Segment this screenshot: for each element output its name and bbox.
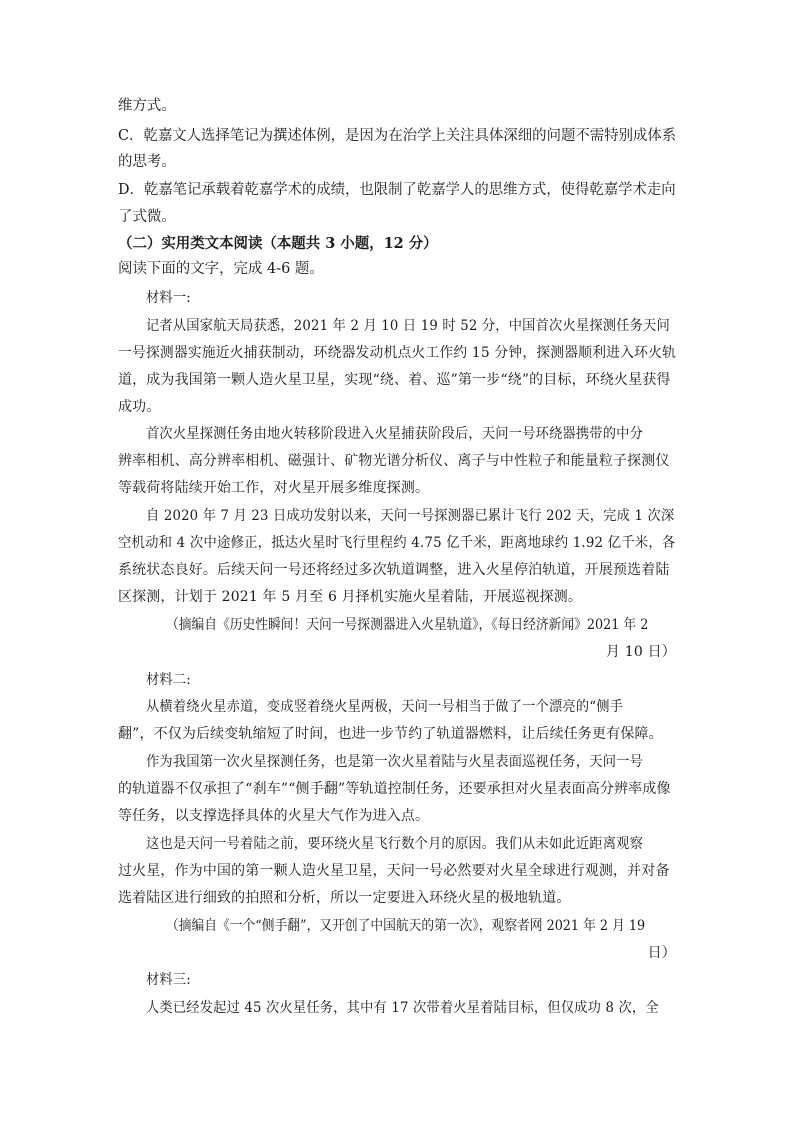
text-line: 作为我国第一次火星探测任务，也是第一次火星着陆与火星表面巡视任务，天问一号 — [146, 754, 644, 770]
text-line: 维方式。 — [118, 98, 176, 114]
text-line: 的轨道器不仅承担了“刹车”“侧手翻”等轨道控制任务，还要承担对火星表面高分辨率成像 — [118, 781, 671, 797]
text-line: 的思考。 — [118, 154, 176, 170]
source-citation: （摘编自《一个“侧手翻”，又开创了中国航天的第一次》，观察者网 2021 年 2 月 19 — [166, 918, 646, 934]
material-heading: 材料三: — [146, 972, 191, 988]
text-line: 等任务，以支撑选择具体的火星大气作为进入点。 — [118, 808, 430, 824]
text-line: 从横着绕火星赤道，变成竖着绕火星两极，天问一号相当于做了一个漂亮的“侧手 — [146, 699, 624, 715]
text-line: 空机动和 4 次中途修正，抵达火星时飞行里程约 4.75 亿千米，距离地球约 1.92 亿千米，各 — [118, 535, 676, 551]
text-line: 翻”，不仅为后续变轨缩短了时间，也进一步节约了轨道器燃料，让后续任务更有保障。 — [118, 726, 663, 742]
option-d: D．乾嘉笔记承载着乾嘉学术的成绩，也限制了乾嘉学人的思维方式，使得乾嘉学术走向 — [118, 182, 676, 198]
text-line: 记者从国家航天局获悉，2021 年 2 月 10 日 19 时 52 分，中国首次火星探测任务天问 — [146, 318, 670, 334]
text-line: 选着陆区进行细致的拍照和分析，所以一定要进入环绕火星的极地轨道。 — [118, 890, 571, 906]
text-line: 一号探测器实施近火捕获制动，环绕器发动机点火工作约 15 分钟，探测器顺利进入环火轨 — [118, 345, 677, 361]
text-line: 等载荷将陆续开始工作，对火星开展多维度探测。 — [118, 480, 430, 496]
instruction: 阅读下面的文字，完成 4-6 题。 — [118, 261, 324, 277]
material-heading: 材料二: — [146, 672, 191, 688]
text-line: 过火星，作为中国的第一颗人造火星卫星，天问一号必然要对火星全球进行观测，并对备 — [118, 863, 670, 879]
text-line: 人类已经发起过 45 次火星任务，其中有 17 次带着火星着陆目标，但仅成功 8 次，全 — [146, 1000, 659, 1016]
section-heading: （二）实用类文本阅读（本题共 3 小题，12 分） — [118, 235, 438, 252]
text-line: 成功。 — [118, 399, 161, 415]
text-line: 系统状态良好。后续天问一号还将经过多次轨道调整，进入火星停泊轨道，开展预选着陆 — [118, 562, 670, 578]
source-citation: （摘编自《历史性瞬间！天问一号探测器进入火星轨道》，《每日经济新闻》2021 年 2 — [166, 617, 649, 633]
material-heading: 材料一: — [146, 290, 191, 306]
source-citation-end: 日） — [647, 945, 676, 961]
option-c: C．乾嘉文人选择笔记为撰述体例，是因为在治学上关注具体深细的问题不需特别成体系 — [118, 128, 677, 144]
text-line: 了式微。 — [118, 209, 176, 225]
text-line: 辨率相机、高分辨率相机、磁强计、矿物光谱分析仪、离子与中性粒子和能量粒子探测仪 — [118, 453, 670, 469]
text-line: 首次火星探测任务由地火转移阶段进入火星捕获阶段后，天问一号环绕器携带的中分 — [146, 426, 644, 442]
text-line: 自 2020 年 7 月 23 日成功发射以来，天问一号探测器已累计飞行 202 天，完成 1 次深 — [146, 508, 675, 524]
source-citation-end: 月 10 日） — [605, 644, 676, 660]
text-line: 这也是天问一号着陆之前，要环绕火星飞行数个月的原因。我们从未如此近距离观察 — [146, 836, 644, 852]
text-line: 道，成为我国第一颗人造火星卫星，实现“绕、着、巡”第一步“绕”的目标，环绕火星获得 — [118, 372, 671, 388]
text-line: 区探测，计划于 2021 年 5 月至 6 月择机实施火星着陆，开展巡视探测。 — [118, 589, 583, 605]
